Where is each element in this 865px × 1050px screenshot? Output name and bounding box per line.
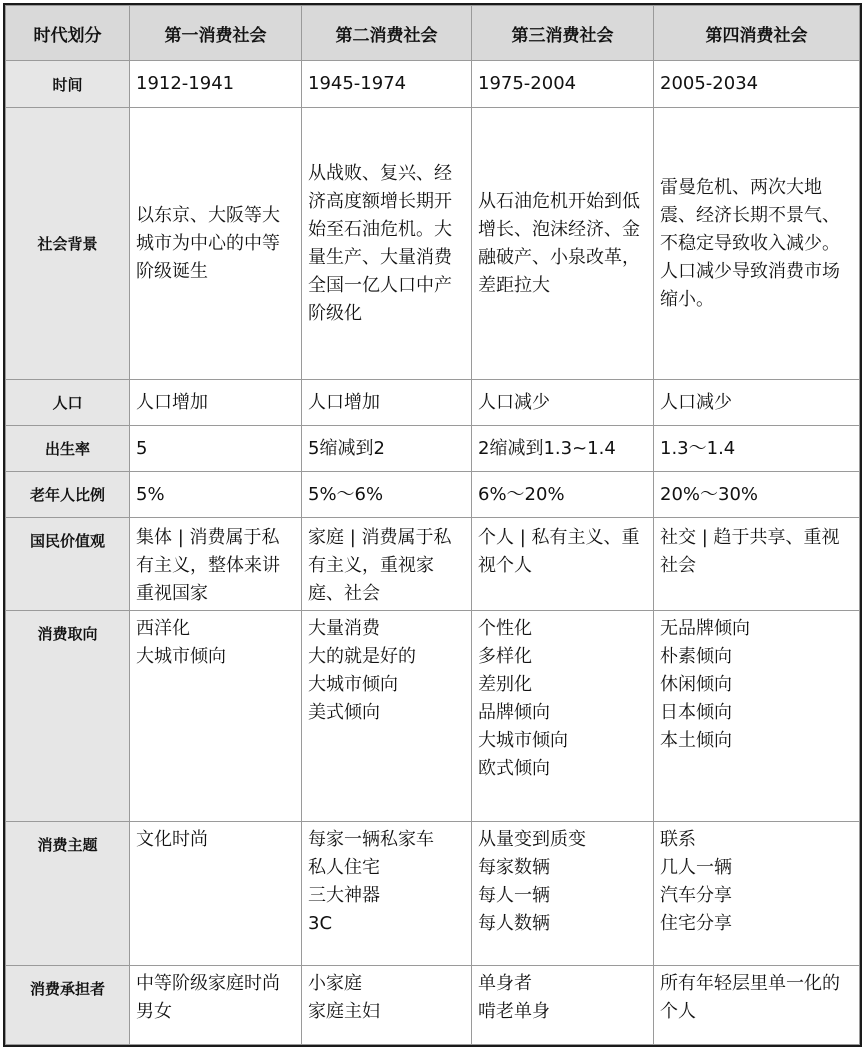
cell-values-era3: 个人 | 私有主义、重视个人 xyxy=(472,518,654,611)
cell-elderly-era4: 20%～30% xyxy=(654,472,860,518)
cell-orientation-era4: 无品牌倾向 朴素倾向 休闲倾向 日本倾向 本土倾向 xyxy=(654,611,860,822)
row-social-background xyxy=(6,108,860,380)
cell-population-era3: 人口减少 xyxy=(472,380,654,426)
cell-birth-rate-era3: 2缩减到1.3~1.4 xyxy=(472,426,654,472)
row-label-social-background: 社会背景 xyxy=(6,108,130,380)
header-era-3: 第三消费社会 xyxy=(472,6,654,61)
cell-background-era4: 雷曼危机、两次大地震、经济长期不景气、不稳定导致收入减少。人口减少导致消费市场缩小。 xyxy=(654,108,860,380)
cell-time-era3: 1975-2004 xyxy=(472,61,654,108)
row-elderly-ratio xyxy=(6,472,860,518)
header-era-4: 第四消费社会 xyxy=(654,6,860,61)
cell-theme-era3: 从量变到质变 每家数辆 每人一辆 每人数辆 xyxy=(472,822,654,966)
cell-values-era4: 社交 | 趋于共享、重视社会 xyxy=(654,518,860,611)
row-time xyxy=(6,61,860,108)
cell-population-era1: 人口增加 xyxy=(130,380,302,426)
cell-elderly-era3: 6%～20% xyxy=(472,472,654,518)
row-label-population: 人口 xyxy=(6,380,130,426)
cell-bearer-era4: 所有年轻层里单一化的个人 xyxy=(654,966,860,1045)
row-consumption-theme xyxy=(6,822,860,966)
cell-time-era2: 1945-1974 xyxy=(302,61,472,108)
cell-birth-rate-era1: 5 xyxy=(130,426,302,472)
row-consumption-bearer xyxy=(6,966,860,1045)
row-population xyxy=(6,380,860,426)
cell-population-era2: 人口增加 xyxy=(302,380,472,426)
cell-elderly-era2: 5%～6% xyxy=(302,472,472,518)
cell-elderly-era1: 5% xyxy=(130,472,302,518)
consumer-society-table xyxy=(3,3,862,1047)
cell-values-era1: 集体 | 消费属于私有主义，整体来讲重视国家 xyxy=(130,518,302,611)
cell-background-era3: 从石油危机开始到低增长、泡沫经济、金融破产、小泉改革，差距拉大 xyxy=(472,108,654,380)
cell-time-era1: 1912-1941 xyxy=(130,61,302,108)
row-label-elderly-ratio: 老年人比例 xyxy=(6,472,130,518)
cell-bearer-era2: 小家庭 家庭主妇 xyxy=(302,966,472,1045)
cell-birth-rate-era2: 5缩减到2 xyxy=(302,426,472,472)
cell-birth-rate-era4: 1.3～1.4 xyxy=(654,426,860,472)
row-consumption-orientation xyxy=(6,611,860,822)
header-era-2: 第二消费社会 xyxy=(302,6,472,61)
cell-values-era2: 家庭 | 消费属于私有主义，重视家庭、社会 xyxy=(302,518,472,611)
header-row xyxy=(6,6,860,61)
cell-time-era4: 2005-2034 xyxy=(654,61,860,108)
cell-bearer-era3: 单身者 啃老单身 xyxy=(472,966,654,1045)
cell-theme-era2: 每家一辆私家车 私人住宅 三大神器 3C xyxy=(302,822,472,966)
cell-bearer-era1: 中等阶级家庭时尚男女 xyxy=(130,966,302,1045)
header-era-1: 第一消费社会 xyxy=(130,6,302,61)
row-label-consumption-orientation: 消费取向 xyxy=(6,611,130,822)
cell-orientation-era2: 大量消费 大的就是好的 大城市倾向 美式倾向 xyxy=(302,611,472,822)
cell-background-era2: 从战败、复兴、经济高度额增长期开始至石油危机。大量生产、大量消费全国一亿人口中产阶级化 xyxy=(302,108,472,380)
row-label-consumption-theme: 消费主题 xyxy=(6,822,130,966)
row-national-values xyxy=(6,518,860,611)
cell-theme-era4: 联系 几人一辆 汽车分享 住宅分享 xyxy=(654,822,860,966)
row-birth-rate xyxy=(6,426,860,472)
row-label-consumption-bearer: 消费承担者 xyxy=(6,966,130,1045)
row-label-birth-rate: 出生率 xyxy=(6,426,130,472)
cell-population-era4: 人口减少 xyxy=(654,380,860,426)
comparison-table xyxy=(5,5,860,1045)
cell-orientation-era1: 西洋化 大城市倾向 xyxy=(130,611,302,822)
cell-theme-era1: 文化时尚 xyxy=(130,822,302,966)
row-label-national-values: 国民价值观 xyxy=(6,518,130,611)
row-label-time: 时间 xyxy=(6,61,130,108)
header-corner: 时代划分 xyxy=(6,6,130,61)
cell-background-era1: 以东京、大阪等大城市为中心的中等阶级诞生 xyxy=(130,108,302,380)
cell-orientation-era3: 个性化 多样化 差别化 品牌倾向 大城市倾向 欧式倾向 xyxy=(472,611,654,822)
